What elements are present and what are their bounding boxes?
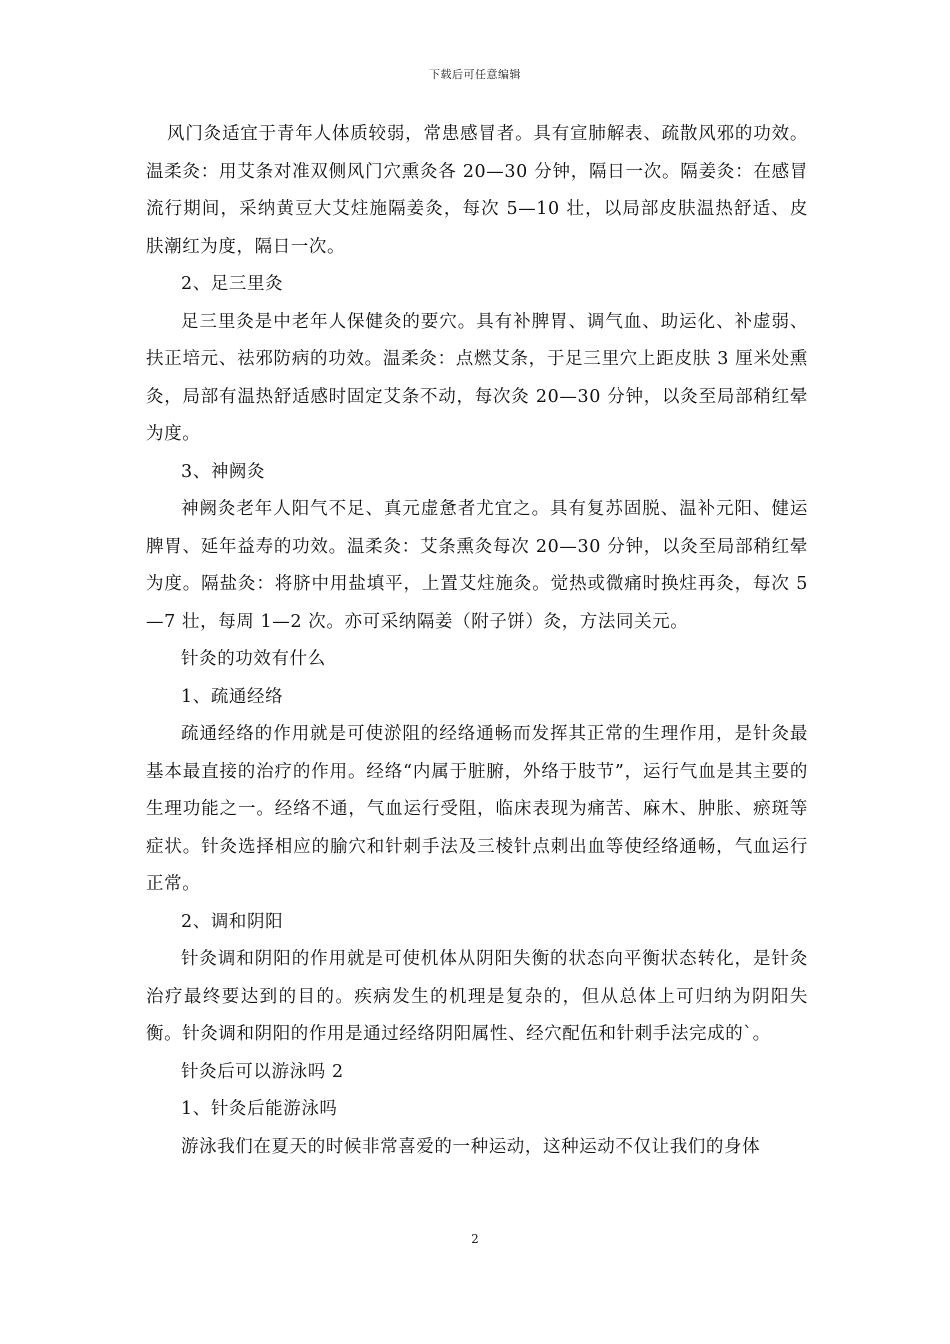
section-heading: 1、针灸后能游泳吗 (181, 1099, 338, 1119)
page-number: 2 (471, 1232, 479, 1246)
document-body (146, 116, 808, 1166)
page-header: 下载后可任意编辑 (429, 68, 521, 81)
paragraph: 针灸调和阴阳的作用就是可使机体从阴阳失衡的状态向平衡状态转化，是针灸治疗最终要达到的目的。疾病发生的机理是复杂的，但从总体上可归纳为阴阳失衡。针灸调和阴阳的作用是通过经络阴阳属性、经穴配伍和针刺手法完成的`。 (146, 949, 808, 1044)
paragraph: 疏通经络的作用就是可使淤阻的经络通畅而发挥其正常的生理作用，是针灸最基本最直接的治疗的作用。经络“内属于脏腑，外络于肢节”，运行气血是其主要的生理功能之一。经络不通，气血运行受阻，临床表现为痛苦、麻木、肿胀、瘀斑等症状。针灸选择相应的腧穴和针刺手法及三棱针点刺出血等使经络通畅，气血运行正常。 (146, 724, 808, 894)
paragraph: 足三里灸是中老年人保健灸的要穴。具有补脾胃、调气血、助运化、补虚弱、扶正培元、祛邪防病的功效。温柔灸：点燃艾条，于足三里穴上距皮肤 3 厘米处熏灸，局部有温热舒适感时固定艾条不动，每次灸 20—30 分钟，以灸至局部稍红晕为度。 (146, 311, 808, 444)
section-heading: 针灸后可以游泳吗 2 (181, 1061, 344, 1082)
paragraph: 风门灸适宜于青年人体质较弱，常患感冒者。具有宣肺解表、疏散风邪的功效。温柔灸：用艾条对准双侧风门穴熏灸各 20—30 分钟，隔日一次。隔姜灸：在感冒流行期间，采纳黄豆大艾炷施隔姜灸，每次 5—10 壮，以局部皮肤温热舒适、皮肤潮红为度，隔日一次。 (146, 124, 808, 257)
paragraph: 游泳我们在夏天的时候非常喜爱的一种运动，这种运动不仅让我们的身体 (181, 1136, 761, 1157)
paragraph: 神阙灸老年人阳气不足、真元虚惫者尤宜之。具有复苏固脱、温补元阳、健运脾胃、延年益寿的功效。温柔灸：艾条熏灸每次 20—30 分钟，以灸至局部稍红晕为度。隔盐灸：将脐中用盐填平，上置艾炷施灸。觉热或微痛时换炷再灸，每次 5—7 壮，每周 1—2 次。亦可采纳隔姜（附子饼）灸，方法同关元。 (146, 499, 808, 632)
section-heading: 2、调和阴阳 (181, 911, 284, 932)
section-heading: 3、神阙灸 (181, 461, 266, 482)
section-heading: 针灸的功效有什么 (181, 649, 326, 669)
section-heading: 1、疏通经络 (181, 686, 284, 707)
section-heading: 2、足三里灸 (181, 274, 284, 294)
